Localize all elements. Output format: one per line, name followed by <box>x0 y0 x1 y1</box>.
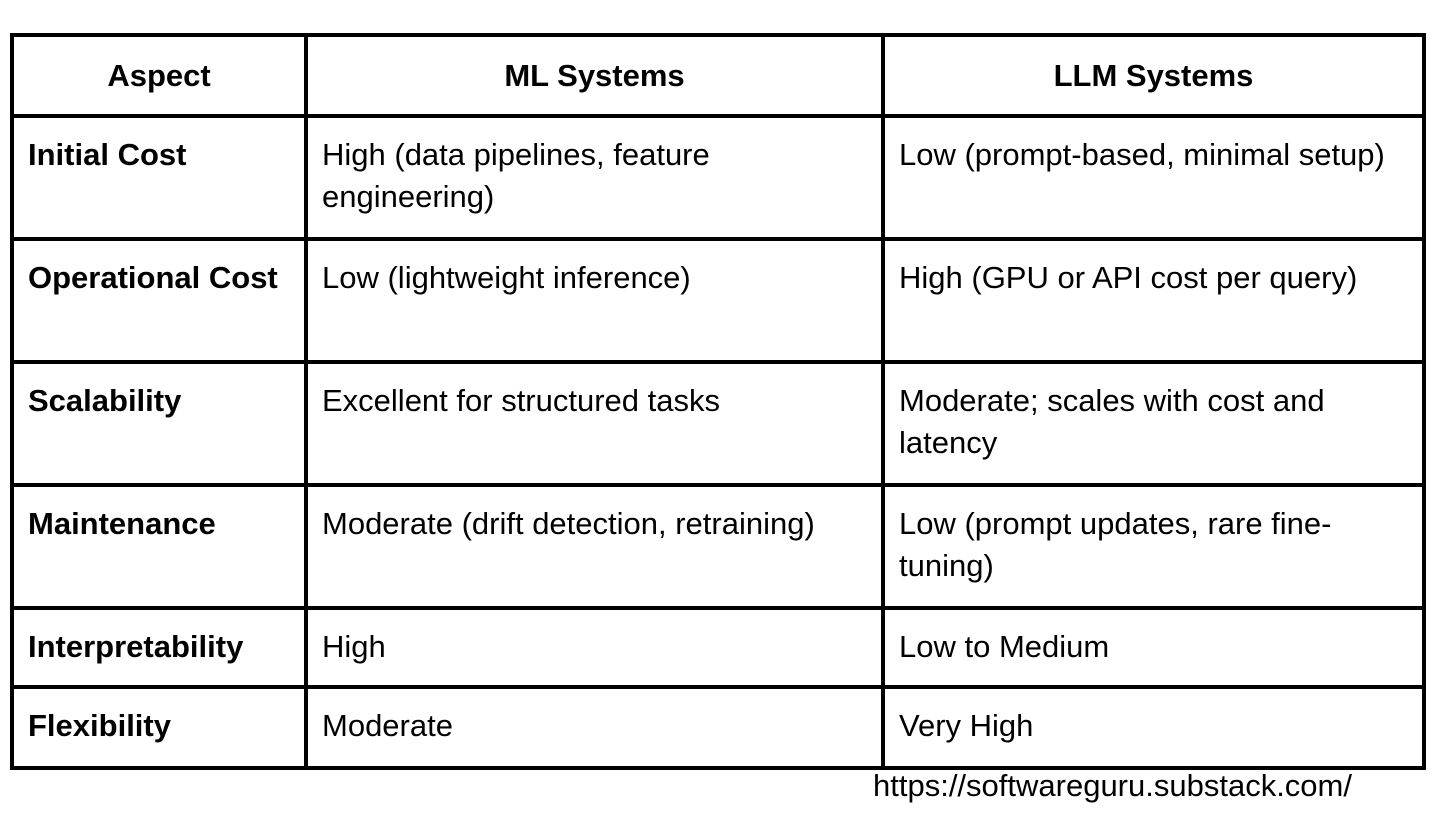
row-ml-value: Excellent for structured tasks <box>306 362 883 485</box>
table-row <box>12 362 1424 485</box>
header-llm-systems: LLM Systems <box>883 35 1424 116</box>
table-header-row <box>12 35 1424 116</box>
table-row <box>12 687 1424 768</box>
header-aspect: Aspect <box>12 35 306 116</box>
row-aspect-label: Operational Cost <box>12 239 306 362</box>
table-row <box>12 116 1424 239</box>
table-row <box>12 485 1424 608</box>
row-aspect-label: Maintenance <box>12 485 306 608</box>
row-llm-value: Very High <box>883 687 1424 768</box>
comparison-table <box>10 33 1426 770</box>
table-row <box>12 608 1424 687</box>
row-ml-value: High <box>306 608 883 687</box>
row-aspect-label: Scalability <box>12 362 306 485</box>
row-aspect-label: Flexibility <box>12 687 306 768</box>
row-llm-value: Low (prompt updates, rare fine-tuning) <box>883 485 1424 608</box>
table-row <box>12 239 1424 362</box>
row-llm-value: Low (prompt-based, minimal setup) <box>883 116 1424 239</box>
source-url: https://softwareguru.substack.com/ <box>873 768 1352 803</box>
row-llm-value: High (GPU or API cost per query) <box>883 239 1424 362</box>
row-ml-value: Moderate (drift detection, retraining) <box>306 485 883 608</box>
row-ml-value: Moderate <box>306 687 883 768</box>
row-ml-value: Low (lightweight inference) <box>306 239 883 362</box>
row-ml-value: High (data pipelines, feature engineering) <box>306 116 883 239</box>
header-ml-systems: ML Systems <box>306 35 883 116</box>
row-aspect-label: Initial Cost <box>12 116 306 239</box>
row-aspect-label: Interpretability <box>12 608 306 687</box>
row-llm-value: Low to Medium <box>883 608 1424 687</box>
row-llm-value: Moderate; scales with cost and latency <box>883 362 1424 485</box>
